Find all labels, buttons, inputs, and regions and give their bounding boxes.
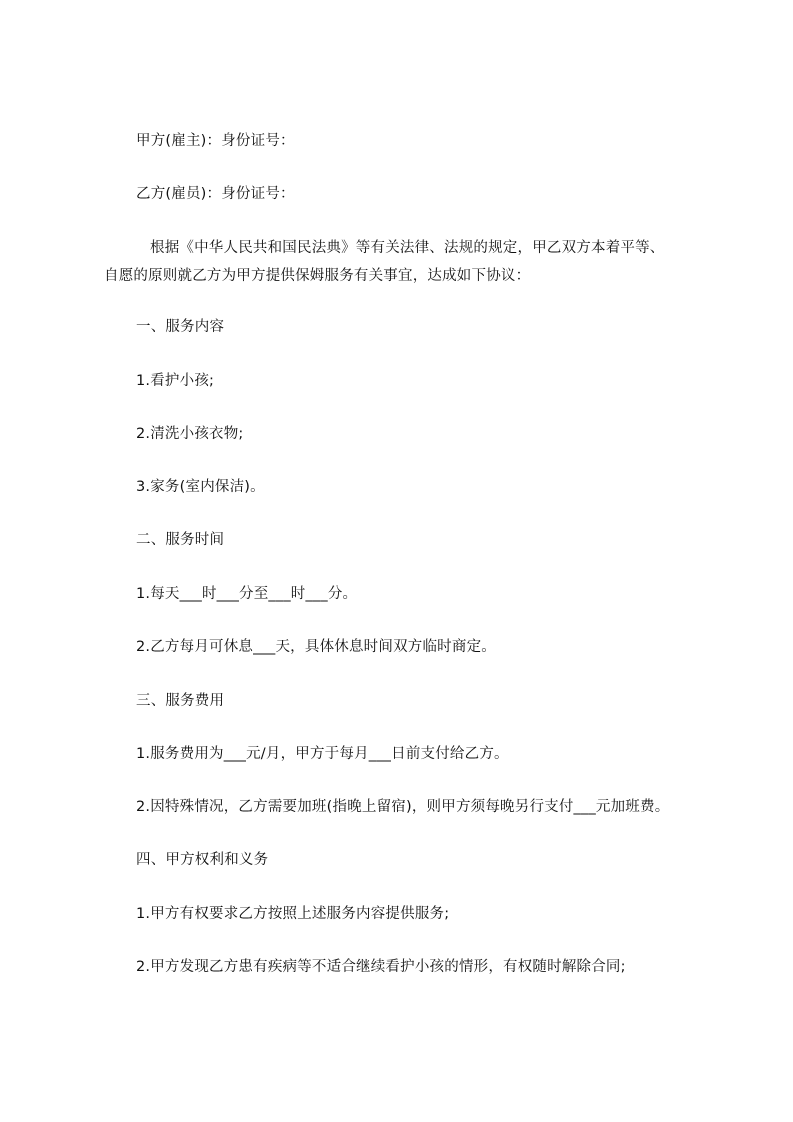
section-1-item-1: 1.看护小孩; bbox=[136, 373, 215, 389]
party-b-line: 乙方(雇员)：身份证号： bbox=[136, 186, 295, 202]
party-a-line: 甲方(雇主)：身份证号： bbox=[136, 133, 295, 149]
section-1-item-3: 3.家务(室内保洁)。 bbox=[136, 479, 265, 495]
intro-paragraph-line-2: 自愿的原则就乙方为甲方提供保姆服务有关事宜，达成如下协议： bbox=[104, 268, 531, 284]
section-1-item-2: 2.清洗小孩衣物; bbox=[136, 426, 244, 442]
section-1-title: 一、服务内容 bbox=[136, 319, 225, 335]
section-4-item-1: 1.甲方有权要求乙方按照上述服务内容提供服务; bbox=[136, 906, 450, 922]
section-3-item-2: 2.因特殊情况，乙方需要加班(指晚上留宿)，则甲方须每晚另行支付___元加班费。 bbox=[136, 799, 670, 815]
section-2-item-2: 2.乙方每月可休息___天，具体休息时间双方临时商定。 bbox=[136, 639, 496, 655]
intro-paragraph-line-1: 根据《中华人民共和国民法典》等有关法律、法规的规定，甲乙双方本着平等、 bbox=[150, 240, 665, 256]
section-4-title: 四、甲方权利和义务 bbox=[136, 852, 269, 868]
section-4-item-2: 2.甲方发现乙方患有疾病等不适合继续看护小孩的情形，有权随时解除合同; bbox=[136, 959, 626, 975]
section-3-item-1: 1.服务费用为___元/月，甲方于每月___日前支付给乙方。 bbox=[136, 746, 509, 762]
section-2-title: 二、服务时间 bbox=[136, 532, 225, 548]
section-3-title: 三、服务费用 bbox=[136, 693, 225, 709]
section-2-item-1: 1.每天___时___分至___时___分。 bbox=[136, 586, 358, 602]
